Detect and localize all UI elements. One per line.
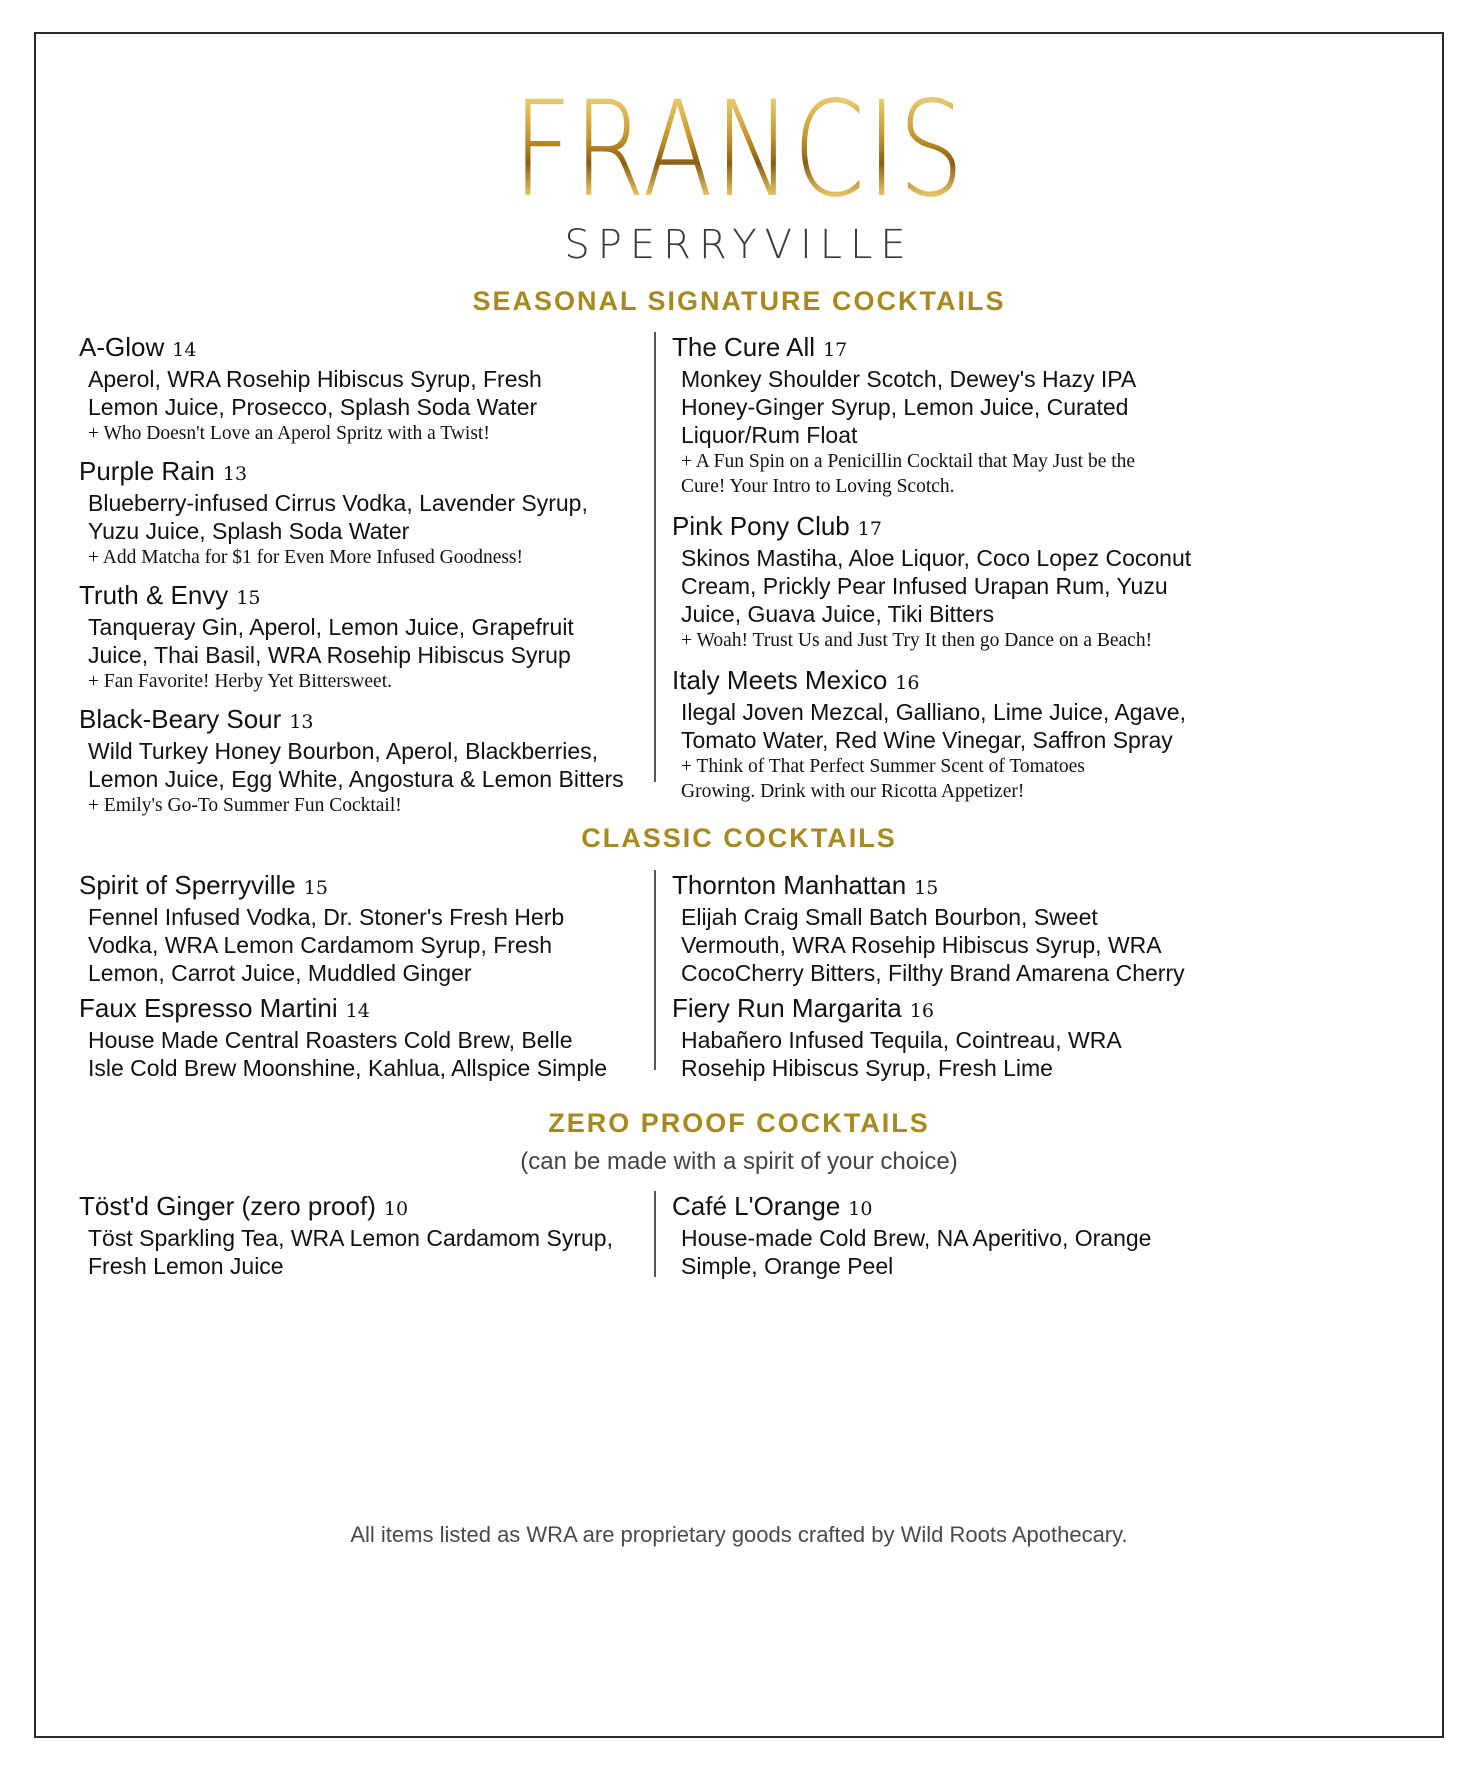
item-price: 17 [857,518,882,540]
item-description-line: Monkey Shoulder Scotch, Dewey's Hazy IPA [681,366,1137,392]
item-header [79,993,679,1026]
item-description-line: Skinos Mastiha, Aloe Liquor, Coco Lopez Coconut [681,545,1192,571]
item-name: Truth & Envy [79,580,229,610]
item-description-line: Honey-Ginger Syrup, Lemon Juice, Curated [681,394,1129,420]
menu-item [79,332,679,446]
menu-item [672,332,1292,499]
item-description-line: CocoCherry Bitters, Filthy Brand Amarena Cherry [681,960,1185,986]
seasonal-right-column [672,332,1292,804]
item-note-line: + Who Doesn't Love an Aperol Spritz with a Twist! [88,423,490,444]
item-header [79,580,679,613]
classic-section-title: CLASSIC COCKTAILS [581,823,897,853]
item-price: 14 [345,1000,370,1022]
item-description-line: Wild Turkey Honey Bourbon, Aperol, Blackberries, [88,738,599,764]
item-description-line: Fresh Lemon Juice [88,1253,284,1279]
menu-item [79,704,679,818]
item-note-line: + Think of That Perfect Summer Scent of Tomatoes [681,756,1085,777]
item-description-line: Lemon Juice, Egg White, Angostura & Lemon Bitters [88,766,624,792]
item-name: The Cure All [672,332,816,362]
item-price: 13 [289,711,314,733]
item-price: 16 [909,1000,934,1022]
item-description-line: Lemon, Carrot Juice, Muddled Ginger [88,960,472,986]
item-description-line: Elijah Craig Small Batch Bourbon, Sweet [681,904,1098,930]
item-header [79,870,679,903]
menu-item [672,993,1292,1082]
item-name: Faux Espresso Martini [79,993,338,1023]
item-name: A-Glow [79,332,165,362]
item-description-line: Blueberry-infused Cirrus Vodka, Lavender Syrup, [88,490,588,516]
item-description-line: Töst Sparkling Tea, WRA Lemon Cardamom Syrup, [88,1225,613,1251]
zero-proof-subtitle: (can be made with a spirit of your choice) [520,1148,958,1175]
zero-right-column [672,1191,1292,1280]
logo [36,73,1442,268]
classic-divider [654,870,656,1070]
item-description-line: Yuzu Juice, Splash Soda Water [88,518,410,544]
item-name: Purple Rain [79,456,215,486]
seasonal-section-title: SEASONAL SIGNATURE COCKTAILS [472,286,1006,316]
item-name: Töst'd Ginger (zero proof) [79,1191,376,1221]
item-name: Café L'Orange [672,1191,841,1221]
item-header [79,704,679,737]
item-description-line: Simple, Orange Peel [681,1253,894,1279]
item-note-line: Cure! Your Intro to Loving Scotch. [681,476,955,497]
item-price: 15 [303,877,328,899]
item-price: 10 [848,1198,873,1220]
menu-item [79,870,679,987]
item-description-line: Juice, Guava Juice, Tiki Bitters [681,601,995,627]
item-note-line: Growing. Drink with our Ricotta Appetizer! [681,781,1025,802]
item-description-line: Habañero Infused Tequila, Cointreau, WRA [681,1027,1122,1053]
menu-page [34,32,1444,1738]
item-note-line: + Add Matcha for $1 for Even More Infused Goodness! [88,547,524,568]
item-description-line: Tomato Water, Red Wine Vinegar, Saffron Spray [681,727,1173,753]
item-price: 15 [914,877,939,899]
item-description-line: Liquor/Rum Float [681,422,858,448]
item-description-line: House-made Cold Brew, NA Aperitivo, Orange [681,1225,1152,1251]
item-description-line: Isle Cold Brew Moonshine, Kahlua, Allspice Simple [88,1055,608,1081]
seasonal-divider [654,332,656,782]
item-description-line: Cream, Prickly Pear Infused Urapan Rum, Yuzu [681,573,1168,599]
item-header [672,1191,1292,1224]
item-description-line: Vermouth, WRA Rosehip Hibiscus Syrup, WRA [681,932,1162,958]
item-price: 16 [895,672,920,694]
menu-item [672,1191,1292,1280]
item-price: 13 [222,463,248,485]
item-price: 17 [823,339,848,361]
classic-right-column [672,870,1292,1082]
brand-name: FRANCIS [512,73,966,227]
item-name: Fiery Run Margarita [672,993,902,1023]
item-price: 15 [236,587,261,609]
menu-item [672,511,1292,653]
menu-item [79,580,679,694]
item-price: 10 [383,1198,409,1220]
menu-item [672,665,1292,804]
menu-item [672,870,1292,987]
menu-item [79,456,679,570]
item-name: Pink Pony Club [672,511,850,541]
seasonal-left-column [79,332,679,818]
item-description-line: Lemon Juice, Prosecco, Splash Soda Water [88,394,538,420]
item-note-line: + Woah! Trust Us and Just Try It then go Dance on a Beach! [681,630,1153,651]
item-name: Black-Beary Sour [79,704,282,734]
item-header [672,332,1292,365]
item-name: Thornton Manhattan [672,870,907,900]
item-name: Spirit of Sperryville [79,870,296,900]
zero-divider [654,1191,656,1277]
menu-item [79,993,679,1082]
item-description-line: Aperol, WRA Rosehip Hibiscus Syrup, Fresh [88,366,542,392]
item-note-line: + A Fun Spin on a Penicillin Cocktail that May Just be the [681,451,1136,472]
brand-location: SPERRYVILLE [564,222,914,268]
classic-left-column [79,870,679,1082]
item-header [79,1191,679,1224]
menu-item [79,1191,679,1280]
item-description-line: Fennel Infused Vodka, Dr. Stoner's Fresh Herb [88,904,565,930]
item-header [79,456,679,489]
item-note-line: + Fan Favorite! Herby Yet Bittersweet. [88,671,392,692]
item-header [672,511,1292,544]
zero-left-column [79,1191,679,1280]
item-price: 14 [172,339,197,361]
item-description-line: Vodka, WRA Lemon Cardamom Syrup, Fresh [88,932,553,958]
item-note-line: + Emily's Go-To Summer Fun Cocktail! [88,795,402,816]
item-description-line: Juice, Thai Basil, WRA Rosehip Hibiscus Syrup [88,642,571,668]
item-name: Italy Meets Mexico [672,665,888,695]
item-header [672,993,1292,1026]
item-header [79,332,679,365]
zero-proof-section-title: ZERO PROOF COCKTAILS [548,1108,930,1138]
item-description-line: Rosehip Hibiscus Syrup, Fresh Lime [681,1055,1053,1081]
item-description-line: Tanqueray Gin, Aperol, Lemon Juice, Grapefruit [88,614,574,640]
footer-note: All items listed as WRA are proprietary goods crafted by Wild Roots Apothecary. [350,1522,1128,1547]
item-header [672,870,1292,903]
item-description-line: House Made Central Roasters Cold Brew, Belle [88,1027,573,1053]
item-description-line: Ilegal Joven Mezcal, Galliano, Lime Juice, Agave, [681,699,1186,725]
item-header [672,665,1292,698]
